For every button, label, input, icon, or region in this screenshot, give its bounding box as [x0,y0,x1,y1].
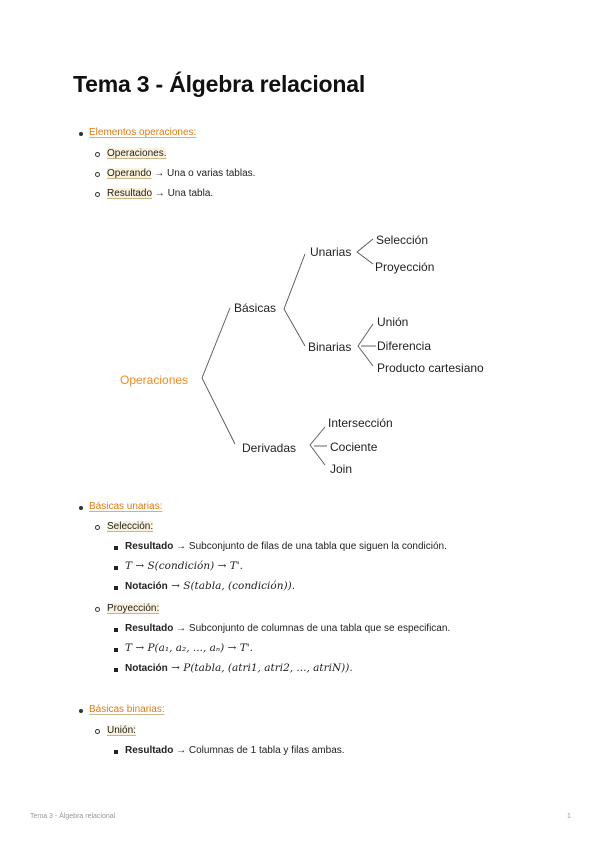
node-unarias: Unarias [310,245,352,259]
item-text: → Una tabla. [152,188,214,199]
bullet-circle [95,729,100,734]
bullet-square [114,586,118,590]
bullet-disc [79,132,83,136]
item-text: → Columnas de 1 tabla y filas ambas. [173,745,345,756]
bullet-square [114,750,118,754]
list-item [107,148,166,159]
term-operaciones: Operaciones. [107,148,167,159]
connector-unarias [357,239,373,264]
bullet-disc [79,709,83,713]
connector-binarias [358,324,373,366]
footer-title: Tema 3 - Álgebra relacional [30,813,116,820]
section-heading-binarias: Básicas binarias: [89,704,165,715]
term-resultado: Resultado [107,188,153,199]
operations-tree-diagram [0,220,600,485]
bullet-square [114,668,118,672]
list-item [125,745,345,756]
bullet-disc [79,506,83,510]
bullet-circle [95,525,100,530]
bullet-circle [95,172,100,177]
bullet-square [114,566,118,570]
notation-proyeccion: → P(tabla, (atri1, atri2, ..., atriN)). [167,662,353,674]
bullet-square [114,546,118,550]
node-producto-cartesiano: Producto cartesiano [377,361,484,375]
connector-basicas [284,254,305,346]
node-seleccion: Selección [376,233,429,247]
label-resultado: Resultado [125,745,174,756]
list-item [125,580,295,592]
node-proyeccion: Proyección [375,260,435,274]
footer-page-number: 1 [567,813,571,820]
node-binarias: Binarias [308,340,352,354]
bullet-circle [95,192,100,197]
item-text: → Subconjunto de filas de una tabla que siguen la condición. [173,541,447,552]
list-item [107,168,255,179]
item-text: → Una o varias tablas. [151,168,256,179]
list-item [107,188,213,199]
notation-seleccion: → S(tabla, (condición)). [167,580,296,592]
node-union: Unión [377,315,409,329]
label-notacion: Notación [125,581,168,592]
bullet-circle [95,607,100,612]
node-basicas: Básicas [234,301,277,315]
subheading-seleccion: Selección: [107,521,154,532]
page-title: Tema 3 - Álgebra relacional [73,71,366,97]
node-diferencia: Diferencia [377,339,432,353]
bullet-circle [95,152,100,157]
bullet-square [114,648,118,652]
node-join: Join [330,462,353,476]
list-item [125,541,447,552]
subheading-union: Unión: [107,725,136,736]
label-resultado: Resultado [125,541,174,552]
subheading-proyeccion: Proyección: [107,603,160,614]
formula-seleccion: T → S(condición) → T'. [125,560,243,572]
label-resultado: Resultado [125,623,174,634]
node-interseccion: Intersección [328,416,393,430]
formula-proyeccion: T → P(a₁, a₂, ..., aₙ) → T'. [125,642,253,654]
connector-root [202,308,235,444]
list-item [125,662,353,674]
bullet-square [114,628,118,632]
item-text: → Subconjunto de columnas de una tabla que se especifican. [173,623,451,634]
section-heading-elementos: Elementos operaciones: [89,127,197,138]
list-item [125,623,450,634]
section-heading-unarias: Básicas unarias: [89,501,163,512]
label-notacion: Notación [125,663,168,674]
node-derivadas: Derivadas [242,441,297,455]
node-cociente: Cociente [330,440,378,454]
term-operando: Operando [107,168,152,179]
node-operaciones: Operaciones [120,373,189,387]
